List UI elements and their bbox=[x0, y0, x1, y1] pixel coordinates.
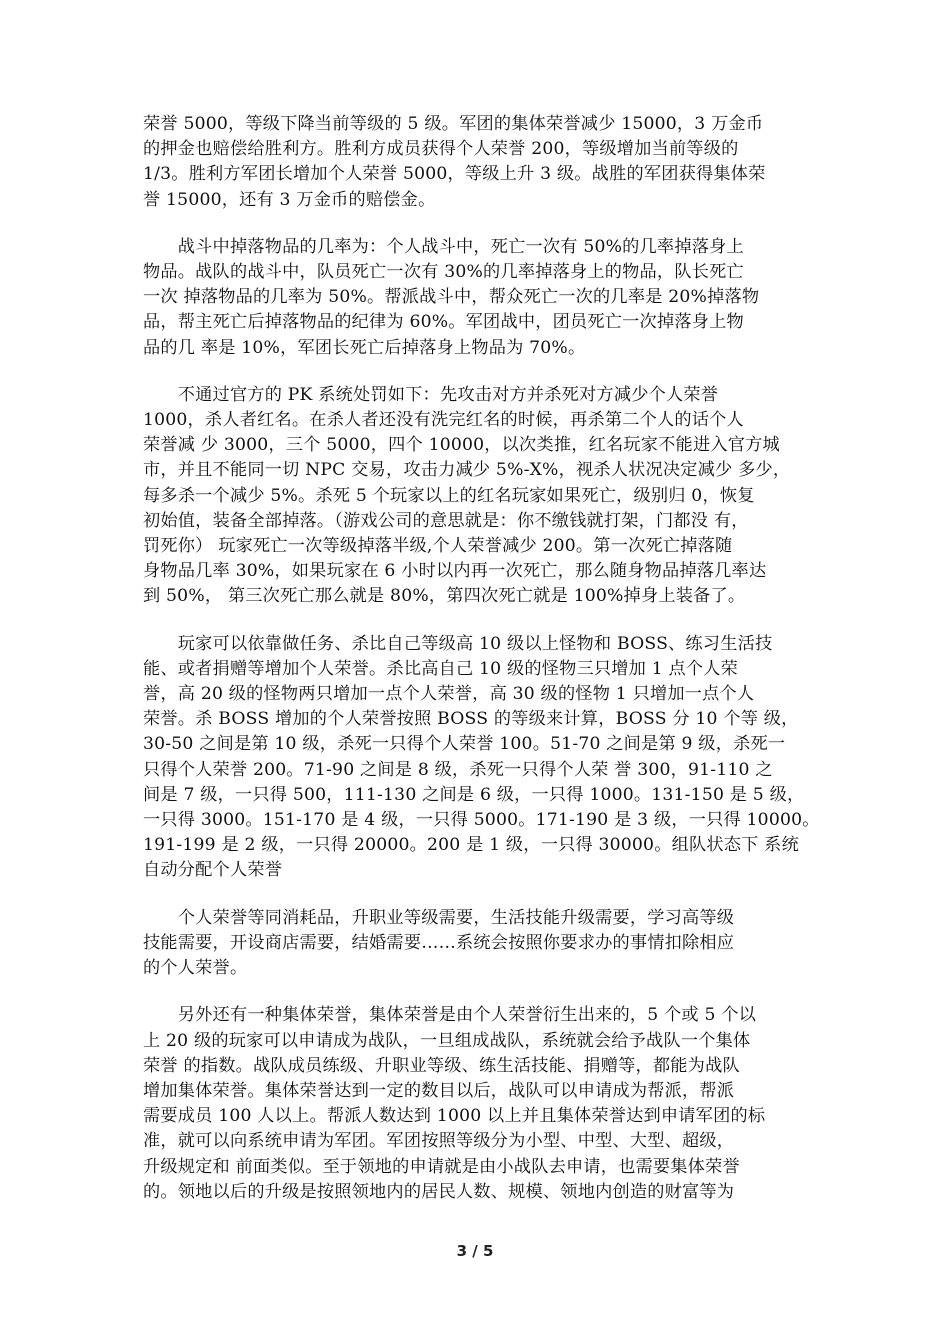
text-line: 战斗中掉落物品的几率为：个人战斗中，死亡一次有 50%的几率掉落身上 bbox=[143, 236, 744, 257]
paragraph-collective-honor bbox=[143, 1003, 813, 1205]
text-line: 品的几 率是 10%，军团长死亡后掉落身上物品为 70%。 bbox=[143, 337, 586, 358]
text-line: 一次 掉落物品的几率为 50%。帮派战斗中，帮众死亡一次的几率是 20%掉落物 bbox=[143, 287, 760, 308]
text-line: 誉，高 20 级的怪物两只增加一点个人荣誉，高 30 级的怪物 1 只增加一点个人 bbox=[143, 684, 755, 705]
paragraph-honor-penalty bbox=[143, 112, 813, 213]
text-line: 罚死你） 玩家死亡一次等级掉落半级,个人荣誉减少 200。第一次死亡掉落随 bbox=[143, 536, 733, 557]
text-line: 准，就可以向系统申请为军团。军团按照等级分为小型、中型、大型、超级， bbox=[143, 1131, 735, 1152]
text-line: 荣誉 的指数。战队成员练级、升职业等级、练生活技能、捐赠等，都能为战队 bbox=[143, 1055, 740, 1076]
page-number: 3 / 5 bbox=[456, 1242, 494, 1260]
text-line: 需要成员 100 人以上。帮派人数达到 1000 以上并且集体荣誉达到申请军团的标 bbox=[143, 1106, 766, 1127]
text-line: 玩家可以依靠做任务、杀比自己等级高 10 级以上怪物和 BOSS、练习生活技 bbox=[143, 633, 773, 654]
text-line: 上 20 级的玩家可以申请成为战队，一旦组成战队，系统就会给予战队一个集体 bbox=[143, 1030, 751, 1051]
text-line: 另外还有一种集体荣誉，集体荣誉是由个人荣誉衍生出来的，5 个或 5 个以 bbox=[143, 1005, 757, 1026]
text-line: 身物品几率 30%，如果玩家在 6 小时以内再一次死亡，那么随身物品掉落几率达 bbox=[143, 561, 767, 582]
text-line: 荣誉 5000，等级下降当前等级的 5 级。军团的集体荣誉减少 15000，3 万金币 bbox=[143, 114, 764, 134]
text-line: 的个人荣誉。 bbox=[143, 958, 248, 979]
text-line: 能、或者捐赠等增加个人荣誉。杀比高自己 10 级的怪物三只增加 1 点个人荣 bbox=[143, 658, 739, 679]
document-body bbox=[143, 112, 820, 1227]
text-line: 个人荣誉等同消耗品，升职业等级需要，生活技能升级需要，学习高等级 bbox=[143, 907, 735, 928]
text-line: 品，帮主死亡后掉落物品的纪律为 60%。军团战中，团员死亡一次掉落身上物 bbox=[143, 312, 744, 333]
text-line: 只得个人荣誉 200。71-90 之间是 8 级，杀死一只得个人荣 誉 300，91-110 之 bbox=[143, 759, 773, 780]
paragraph-drop-rates bbox=[143, 235, 813, 361]
text-line: 不通过官方的 PK 系统处罚如下：先攻击对方并杀死对方减少个人荣誉 bbox=[143, 384, 719, 405]
text-line: 初始值，装备全部掉落。（游戏公司的意思就是：你不缴钱就打架，门都没 有， bbox=[143, 510, 749, 531]
text-line: 的押金也赔偿给胜利方。胜利方成员获得个人荣誉 200，等级增加当前等级的 bbox=[143, 139, 739, 160]
paragraph-honor-usage bbox=[143, 906, 813, 982]
text-line: 1/3。胜利方军团长增加个人荣誉 5000，等级上升 3 级。战胜的军团获得集体荣 bbox=[143, 164, 766, 185]
text-line: 市，并且不能同一切 NPC 交易，攻击力减少 5%-X%，视杀人状况决定减少 多少， bbox=[143, 460, 791, 481]
text-line: 自动分配个人荣誉 bbox=[143, 860, 283, 881]
text-line: 每多杀一个减少 5%。杀死 5 个玩家以上的红名玩家如果死亡，级别归 0，恢复 bbox=[143, 485, 755, 506]
text-line: 间是 7 级，一只得 500，111-130 之间是 6 级，一只得 1000。131-150 是 5 级， bbox=[143, 784, 805, 805]
text-line: 1000，杀人者红名。在杀人者还没有洗完红名的时候，再杀第二个人的话个人 bbox=[143, 410, 744, 431]
text-line: 30-50 之间是第 10 级，杀死一只得个人荣誉 100。51-70 之间是第 9 级，杀死一 bbox=[143, 734, 786, 755]
text-line: 荣誉。杀 BOSS 增加的个人荣誉按照 BOSS 的等级来计算，BOSS 分 10 个等 级， bbox=[143, 709, 799, 730]
text-line: 物品。战队的战斗中，队员死亡一次有 30%的几率掉落身上的物品，队长死亡 bbox=[143, 262, 744, 283]
text-line: 到 50%， 第三次死亡那么就是 80%，第四次死亡就是 100%掉身上装备了。 bbox=[143, 586, 746, 607]
text-line: 升级规定和 前面类似。至于领地的申请就是由小战队去申请，也需要集体荣誉 bbox=[143, 1156, 740, 1177]
paragraph-pk-penalty bbox=[143, 383, 813, 610]
text-line: 荣誉减 少 3000，三个 5000，四个 10000，以次类推，红名玩家不能进入官方城 bbox=[143, 435, 780, 456]
paragraph-earning-honor bbox=[143, 632, 820, 884]
text-line: 技能需要，开设商店需要，结婚需要……系统会按照你要求办的事情扣除相应 bbox=[143, 932, 735, 953]
text-line: 增加集体荣誉。集体荣誉达到一定的数目以后，战队可以申请成为帮派，帮派 bbox=[143, 1080, 735, 1101]
text-line: 一只得 3000。151-170 是 4 级，一只得 5000。171-190 是 3 级，一只得 10000。 bbox=[143, 810, 820, 831]
text-line: 的。领地以后的升级是按照领地内的居民人数、规模、领地内创造的财富等为 bbox=[143, 1181, 735, 1202]
text-line: 191-199 是 2 级，一只得 20000。200 是 1 级，一只得 30000。组队状态下 系统 bbox=[143, 835, 799, 856]
text-line: 誉 15000，还有 3 万金币的赔偿金。 bbox=[143, 189, 436, 210]
